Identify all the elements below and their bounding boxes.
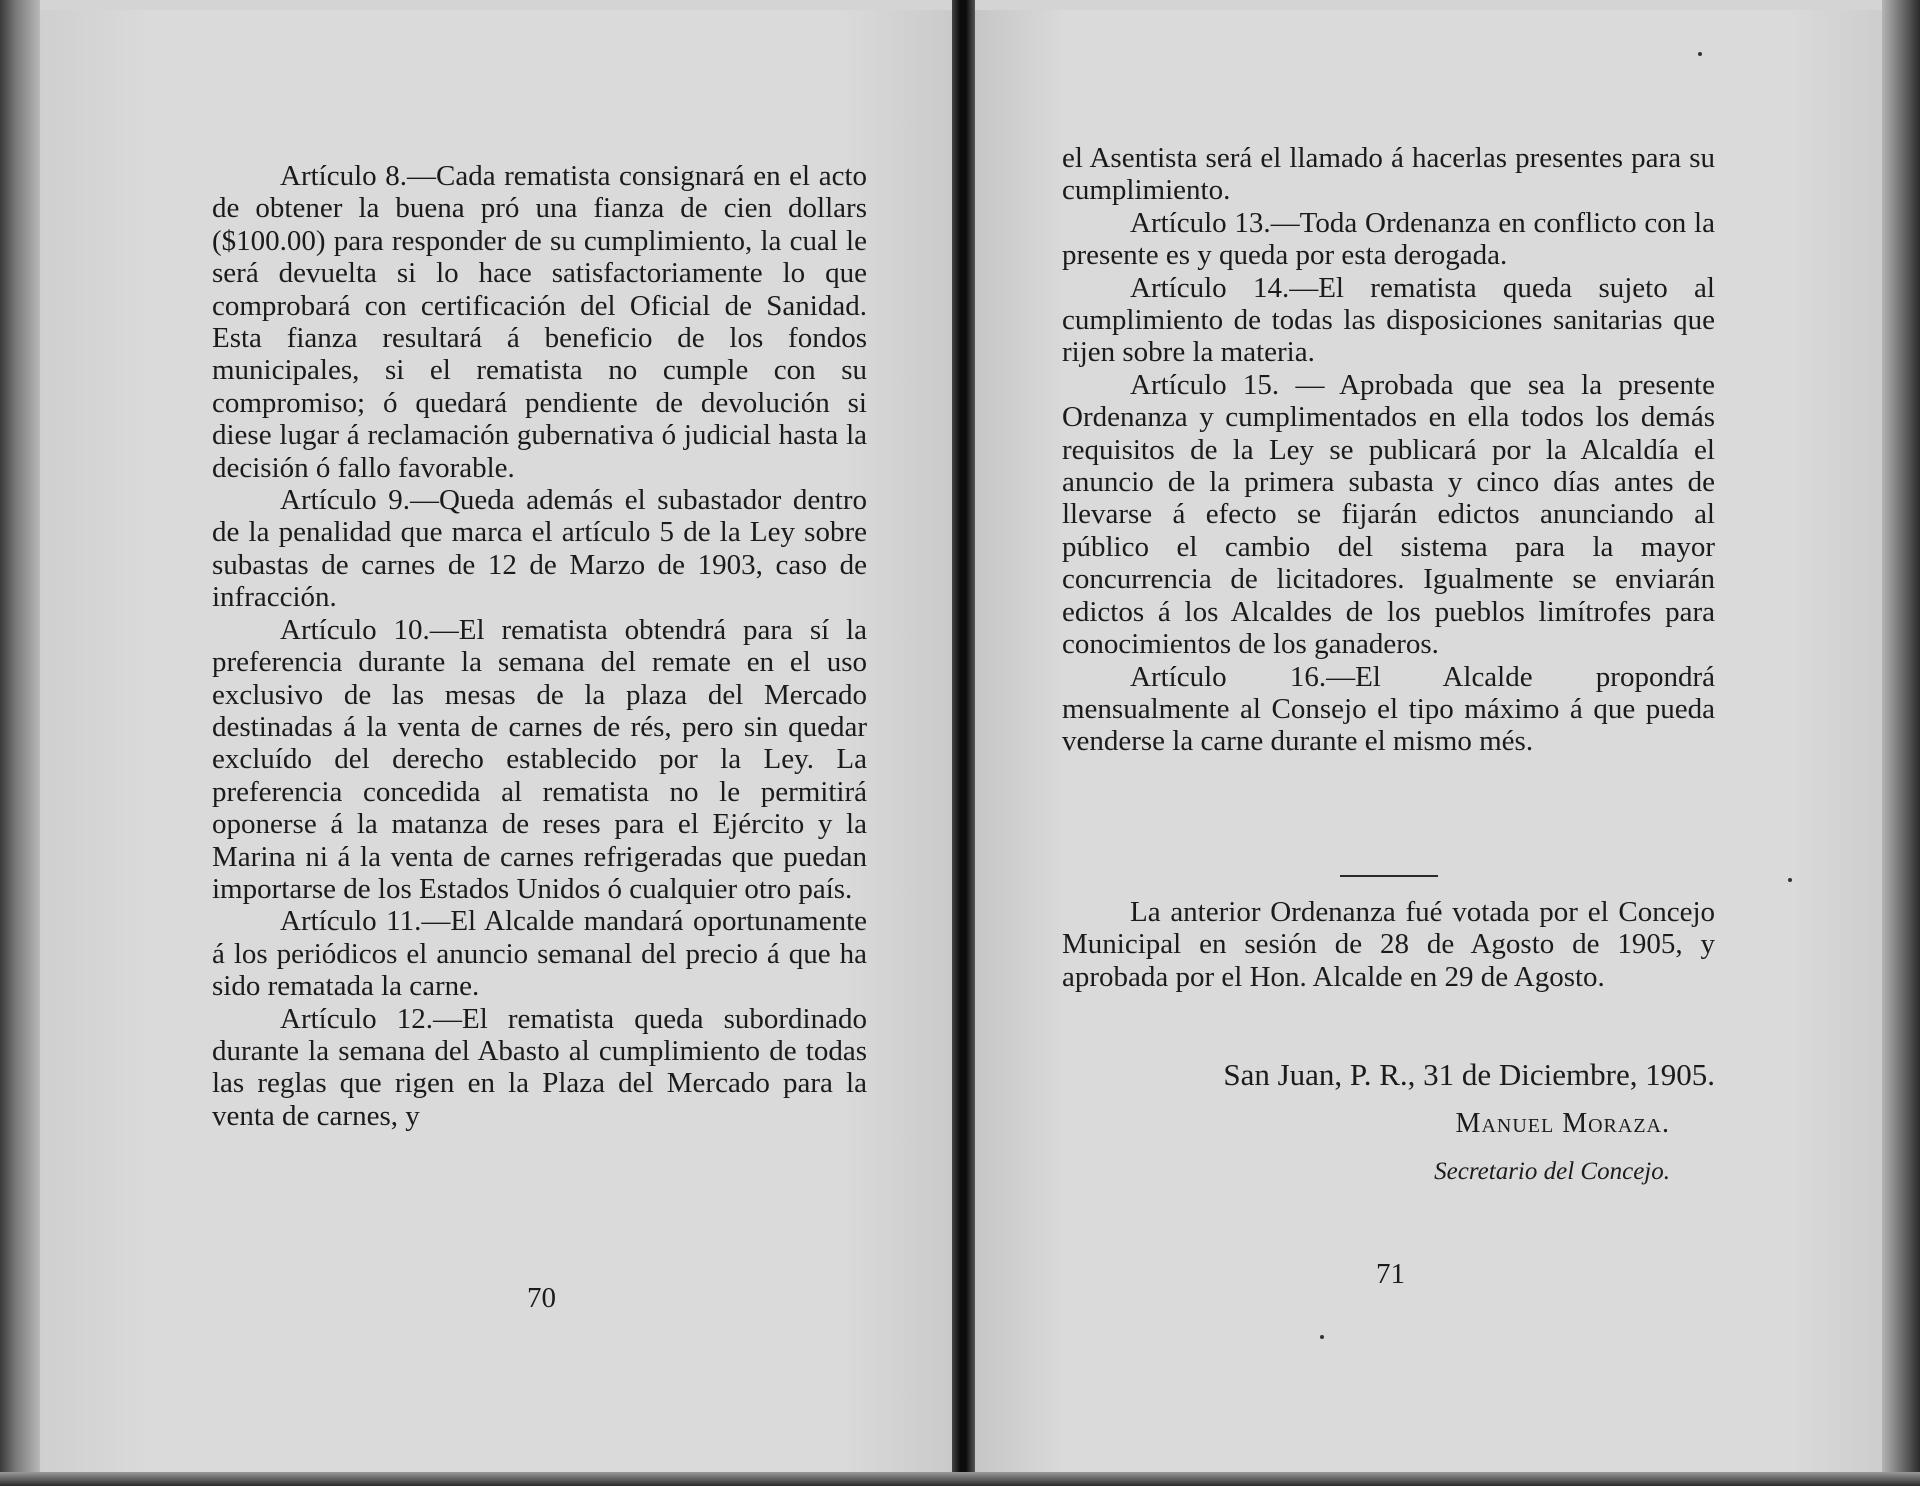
article-10: Artículo 10.—El rematista obtendrá para sí la preferencia durante la semana del remate en el uso exclusivo de las mesas de la plaza del Mercado destinadas á la venta de carnes de rés, pero sin quedar excluído del derecho establecido por la Ley. La preferencia concedida al rematista no le permitirá oponerse á la matanza de reses para el Ejército y la Marina ni á la venta de carnes refrigeradas que puedan importarse de los Estados Unidos ó cualquier otro país.: [212, 613, 867, 905]
article-15: Artículo 15. — Aprobada que sea la presente Ordenanza y cumplimentados en ella todos los demás requisitos de la Ley se publicará por la Alcaldía el anuncio de la primera subasta y cinco días antes de llevarse á efecto se fijarán edictos anunciando al público el cambio del sistema para la mayor concurrencia de licitadores. Igualmente se enviarán edictos á los Alcaldes de los pueblos limítrofes para conocimientos de los ganaderos.: [1062, 368, 1715, 661]
article-12: Artículo 12.—El rematista queda subordinado durante la semana del Abasto al cumplimiento de todas las reglas que rigen en la Plaza del Mercado para la venta de carnes, y: [212, 1002, 867, 1132]
article-8: Artículo 8.—Cada rematista consignará en el acto de obtener la buena pró una fianza de cien dollars ($100.00) para responder de su cumplimiento, la cual le será devuelta si lo hace satisfactoriamente lo que comprobará con certificación del Oficial de Sanidad. Esta fianza resultará á beneficio de los fondos municipales, si el rematista no cumple con su compromiso; ó quedará pendiente de devolución si diese lugar á reclamación gubernativa ó judicial hasta la decisión ó fallo favorable.: [212, 160, 867, 484]
book-gutter: [952, 0, 975, 1486]
print-speck: [1320, 1335, 1324, 1339]
left-page-edge: [0, 0, 40, 1486]
approval-note: [1062, 896, 1715, 993]
approval-note-text: La anterior Ordenanza fué votada por el Concejo Municipal en sesión de 28 de Agosto de 1905, y aprobada por el Hon. Alcalde en 29 de Agosto.: [1062, 896, 1715, 993]
right-page-text: [1062, 142, 1715, 758]
article-11: Artículo 11.—El Alcalde mandará oportunamente á los periódicos el anuncio semanal del precio á que ha sido rematada la carne.: [212, 905, 867, 1003]
signature-name: Manuel Moraza.: [1455, 1108, 1670, 1139]
left-page-text: [212, 160, 867, 1132]
page-number-right: 71: [1376, 1258, 1405, 1290]
article-14: Artículo 14.—El rematista queda sujeto al cumplimiento de todas las disposiciones sanitarias que rijen sobre la materia.: [1062, 271, 1715, 369]
bottom-edge: [0, 1472, 1920, 1486]
dateline: San Juan, P. R., 31 de Diciembre, 1905.: [1223, 1057, 1715, 1092]
page-number-left: 70: [527, 1282, 556, 1314]
print-speck: [1788, 878, 1792, 882]
print-speck: [1698, 52, 1702, 56]
signature-role: Secretario del Concejo.: [1434, 1158, 1670, 1185]
article-16: Artículo 16.—El Alcalde propondrá mensualmente al Consejo el tipo máximo á que pueda venderse la carne durante el mismo més.: [1062, 660, 1715, 758]
section-divider: [1340, 875, 1438, 877]
article-13: Artículo 13.—Toda Ordenanza en conflicto con la presente es y queda por esta derogada.: [1062, 206, 1715, 272]
article-9: Artículo 9.—Queda además el subastador dentro de la penalidad que marca el artículo 5 de la Ley sobre subastas de carnes de 12 de Marzo de 1903, caso de infracción.: [212, 484, 867, 614]
article-12-continuation: el Asentista será el llamado á hacerlas presentes para su cumplimiento.: [1062, 142, 1715, 207]
right-page-edge: [1882, 0, 1920, 1486]
